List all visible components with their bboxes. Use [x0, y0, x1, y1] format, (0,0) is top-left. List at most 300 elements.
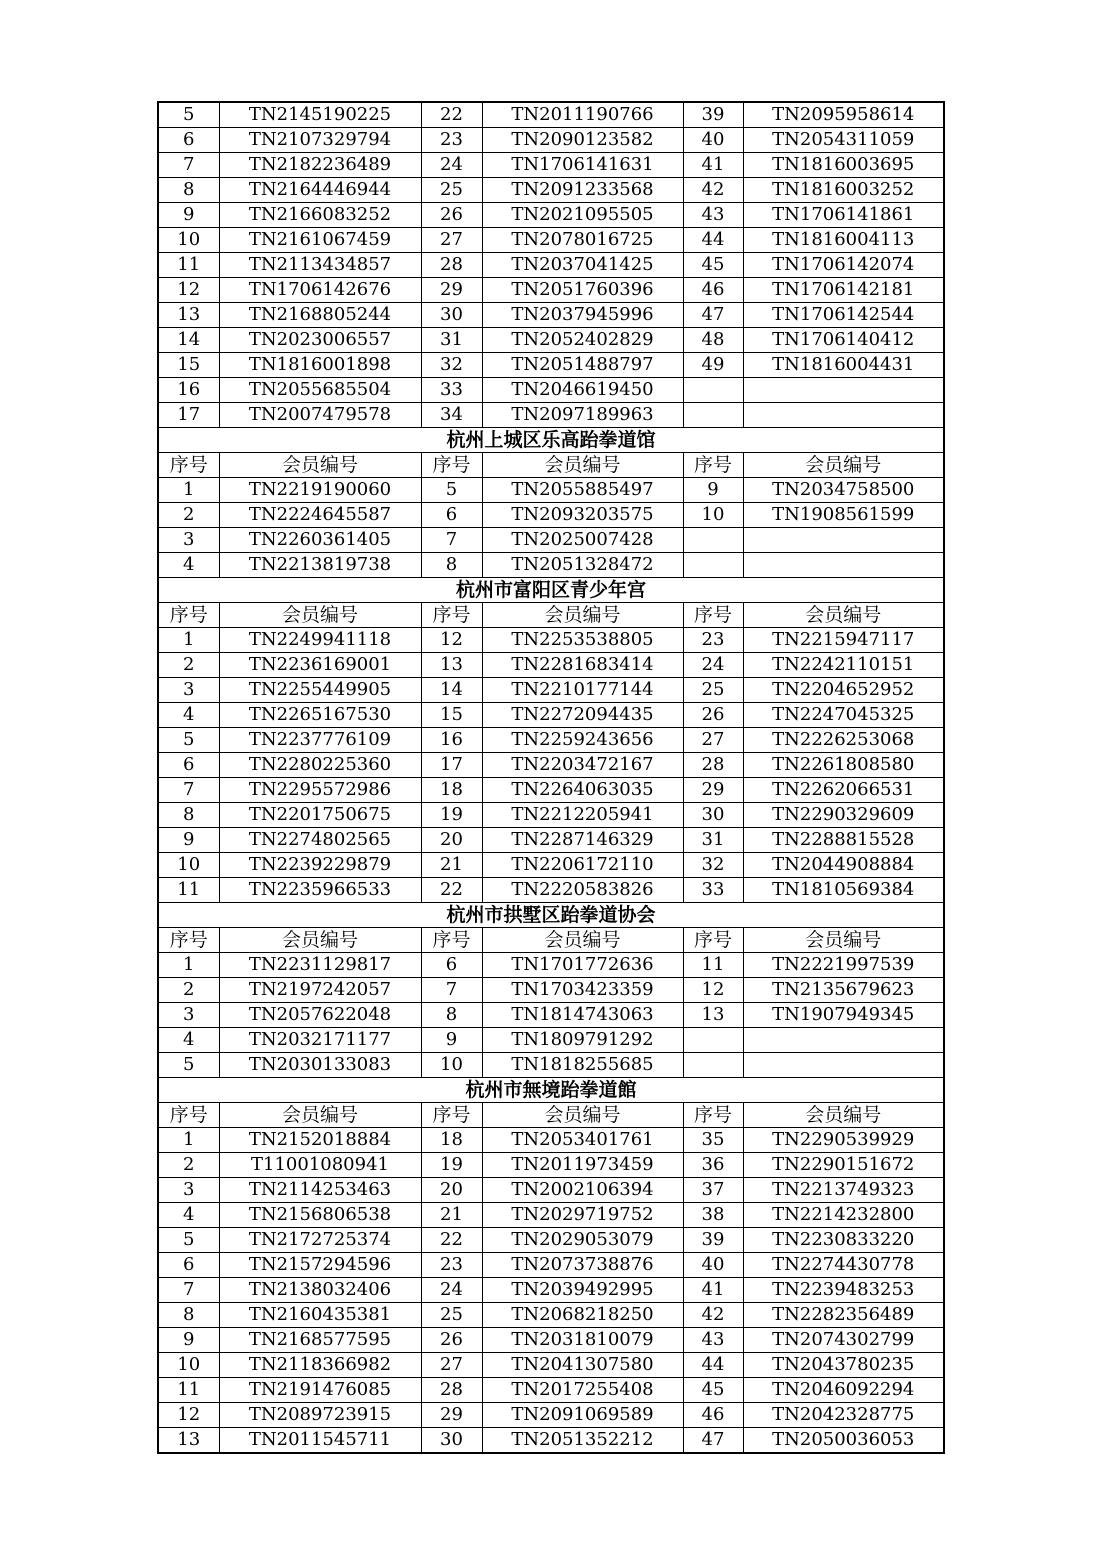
seq-cell: 44 [683, 228, 743, 253]
seq-cell: 7 [158, 778, 219, 803]
member-id-cell: TN2274430778 [743, 1253, 944, 1278]
table-row [158, 553, 944, 578]
seq-cell: 46 [683, 1403, 743, 1428]
seq-cell: 8 [421, 553, 482, 578]
member-id-cell: TN2261808580 [743, 753, 944, 778]
member-id-cell: TN2259243656 [482, 728, 683, 753]
member-id-cell: TN2295572986 [219, 778, 421, 803]
member-id-cell: TN2249941118 [219, 628, 421, 653]
seq-cell: 47 [683, 1428, 743, 1454]
seq-cell: 40 [683, 1253, 743, 1278]
member-id-cell: TN2274802565 [219, 828, 421, 853]
member-id-cell: TN1816004431 [743, 353, 944, 378]
member-id-cell: TN2068218250 [482, 1303, 683, 1328]
member-id-header: 会员编号 [482, 453, 683, 478]
member-id-cell: TN2044908884 [743, 853, 944, 878]
table-row [158, 1003, 944, 1028]
table-row [158, 228, 944, 253]
member-id-cell: TN2235966533 [219, 878, 421, 903]
table-row [158, 703, 944, 728]
member-id-cell: TN2191476085 [219, 1378, 421, 1403]
seq-cell: 15 [158, 353, 219, 378]
member-id-cell: TN2253538805 [482, 628, 683, 653]
member-id-cell: TN2078016725 [482, 228, 683, 253]
member-id-cell: TN2031810079 [482, 1328, 683, 1353]
seq-cell: 42 [683, 178, 743, 203]
table-row [158, 378, 944, 403]
seq-cell: 47 [683, 303, 743, 328]
seq-cell: 4 [158, 553, 219, 578]
seq-header: 序号 [158, 603, 219, 628]
member-id-cell: TN2219190060 [219, 478, 421, 503]
member-id-cell: TN1701772636 [482, 953, 683, 978]
seq-cell: 11 [158, 1378, 219, 1403]
member-id-cell: TN2290329609 [743, 803, 944, 828]
member-id-cell: TN2166083252 [219, 203, 421, 228]
seq-cell: 6 [421, 953, 482, 978]
seq-cell: 10 [421, 1053, 482, 1078]
seq-cell: 31 [421, 328, 482, 353]
member-id-header: 会员编号 [743, 1103, 944, 1128]
seq-cell: 31 [683, 828, 743, 853]
seq-cell: 13 [158, 1428, 219, 1454]
member-id-cell: TN2156806538 [219, 1203, 421, 1228]
member-id-cell: TN2017255408 [482, 1378, 683, 1403]
seq-cell [683, 1028, 743, 1053]
member-id-cell: TN2260361405 [219, 528, 421, 553]
seq-cell: 39 [683, 1228, 743, 1253]
table-row [158, 1303, 944, 1328]
seq-cell: 22 [421, 102, 482, 128]
table-row [158, 878, 944, 903]
member-id-cell: TN2023006557 [219, 328, 421, 353]
member-id-cell: TN1816001898 [219, 353, 421, 378]
member-id-cell: TN2057622048 [219, 1003, 421, 1028]
seq-cell: 1 [158, 953, 219, 978]
member-id-cell: TN2093203575 [482, 503, 683, 528]
seq-cell: 45 [683, 1378, 743, 1403]
member-id-cell: TN2074302799 [743, 1328, 944, 1353]
member-id-cell: TN2034758500 [743, 478, 944, 503]
seq-cell: 27 [421, 1353, 482, 1378]
seq-cell: 32 [421, 353, 482, 378]
seq-cell: 42 [683, 1303, 743, 1328]
table-row [158, 1328, 944, 1353]
table-row [158, 1203, 944, 1228]
member-id-cell [743, 1028, 944, 1053]
member-id-cell: TN2055885497 [482, 478, 683, 503]
table-row [158, 1403, 944, 1428]
seq-cell: 9 [158, 203, 219, 228]
member-id-cell: TN2281683414 [482, 653, 683, 678]
seq-cell: 36 [683, 1153, 743, 1178]
seq-cell: 30 [421, 303, 482, 328]
seq-cell: 16 [421, 728, 482, 753]
table-row [158, 1053, 944, 1078]
table-row [158, 978, 944, 1003]
member-id-cell: TN2037041425 [482, 253, 683, 278]
member-id-cell: TN2215947117 [743, 628, 944, 653]
member-id-cell: TN2042328775 [743, 1403, 944, 1428]
seq-cell: 5 [158, 1228, 219, 1253]
seq-cell: 21 [421, 853, 482, 878]
seq-cell: 46 [683, 278, 743, 303]
seq-cell: 35 [683, 1128, 743, 1153]
seq-cell [683, 528, 743, 553]
section-title: 杭州市富阳区青少年宫 [158, 578, 944, 603]
section-title-row [158, 1078, 944, 1103]
seq-cell: 2 [158, 978, 219, 1003]
member-id-header: 会员编号 [482, 928, 683, 953]
seq-cell: 18 [421, 778, 482, 803]
member-id-cell: TN2011545711 [219, 1428, 421, 1454]
seq-cell: 7 [421, 978, 482, 1003]
table-row [158, 1353, 944, 1378]
member-id-cell: TN2220583826 [482, 878, 683, 903]
seq-cell: 4 [158, 1028, 219, 1053]
seq-cell: 30 [421, 1428, 482, 1454]
table-row [158, 1153, 944, 1178]
member-id-header: 会员编号 [219, 453, 421, 478]
member-id-cell: TN2053401761 [482, 1128, 683, 1153]
seq-cell: 4 [158, 703, 219, 728]
member-id-cell: TN1907949345 [743, 1003, 944, 1028]
column-header-row [158, 603, 944, 628]
member-id-cell: TN1810569384 [743, 878, 944, 903]
table-row [158, 478, 944, 503]
seq-cell: 5 [158, 1053, 219, 1078]
table-row [158, 653, 944, 678]
member-id-cell: TN2007479578 [219, 403, 421, 428]
member-id-cell: TN2046092294 [743, 1378, 944, 1403]
member-id-cell: TN1706140412 [743, 328, 944, 353]
member-id-cell: TN2039492995 [482, 1278, 683, 1303]
seq-cell: 24 [683, 653, 743, 678]
table-row [158, 1428, 944, 1454]
member-id-cell: TN2052402829 [482, 328, 683, 353]
seq-cell: 26 [683, 703, 743, 728]
member-id-header: 会员编号 [219, 928, 421, 953]
seq-cell: 6 [158, 128, 219, 153]
member-id-cell: TN1809791292 [482, 1028, 683, 1053]
member-id-header: 会员编号 [219, 1103, 421, 1128]
seq-cell: 15 [421, 703, 482, 728]
seq-cell: 12 [683, 978, 743, 1003]
member-id-cell: TN2239229879 [219, 853, 421, 878]
seq-cell: 38 [683, 1203, 743, 1228]
seq-cell: 32 [683, 853, 743, 878]
seq-cell: 23 [421, 128, 482, 153]
seq-cell: 16 [158, 378, 219, 403]
seq-header: 序号 [683, 1103, 743, 1128]
seq-header: 序号 [683, 928, 743, 953]
seq-cell: 41 [683, 1278, 743, 1303]
seq-cell: 7 [158, 1278, 219, 1303]
member-id-cell: TN2029053079 [482, 1228, 683, 1253]
member-id-cell: TN2237776109 [219, 728, 421, 753]
seq-cell: 29 [421, 1403, 482, 1428]
member-id-header: 会员编号 [482, 1103, 683, 1128]
member-id-cell: TN2138032406 [219, 1278, 421, 1303]
seq-cell [683, 553, 743, 578]
member-id-cell: TN2021095505 [482, 203, 683, 228]
seq-cell: 7 [421, 528, 482, 553]
seq-cell: 13 [683, 1003, 743, 1028]
member-id-cell: TN2230833220 [743, 1228, 944, 1253]
seq-cell: 48 [683, 328, 743, 353]
member-id-cell: TN2236169001 [219, 653, 421, 678]
member-id-cell: TN2002106394 [482, 1178, 683, 1203]
seq-cell: 17 [421, 753, 482, 778]
table-row [158, 403, 944, 428]
seq-cell: 6 [158, 753, 219, 778]
member-id-cell: TN2206172110 [482, 853, 683, 878]
table-row [158, 728, 944, 753]
member-id-cell: TN2290151672 [743, 1153, 944, 1178]
member-id-cell: TN2097189963 [482, 403, 683, 428]
member-id-cell: TN2280225360 [219, 753, 421, 778]
member-id-cell: TN2221997539 [743, 953, 944, 978]
seq-cell: 41 [683, 153, 743, 178]
seq-cell: 2 [158, 1153, 219, 1178]
seq-cell: 26 [421, 1328, 482, 1353]
member-id-cell: TN2290539929 [743, 1128, 944, 1153]
seq-header: 序号 [683, 453, 743, 478]
member-id-header: 会员编号 [743, 603, 944, 628]
table-row [158, 178, 944, 203]
table-row [158, 503, 944, 528]
member-id-cell: TN1816004113 [743, 228, 944, 253]
member-id-cell: TN2213749323 [743, 1178, 944, 1203]
seq-cell: 29 [421, 278, 482, 303]
seq-cell: 24 [421, 153, 482, 178]
member-id-cell: TN2054311059 [743, 128, 944, 153]
seq-cell: 25 [421, 1303, 482, 1328]
seq-cell: 19 [421, 1153, 482, 1178]
member-id-cell: TN2152018884 [219, 1128, 421, 1153]
member-id-cell: TN2287146329 [482, 828, 683, 853]
member-id-cell: TN2168805244 [219, 303, 421, 328]
seq-cell: 12 [158, 278, 219, 303]
member-id-cell: TN2107329794 [219, 128, 421, 153]
seq-cell: 7 [158, 153, 219, 178]
member-id-cell: TN2282356489 [743, 1303, 944, 1328]
seq-cell: 43 [683, 1328, 743, 1353]
seq-cell: 11 [683, 953, 743, 978]
member-id-cell: TN2161067459 [219, 228, 421, 253]
member-id-cell: TN2212205941 [482, 803, 683, 828]
seq-cell [683, 1053, 743, 1078]
seq-cell: 9 [421, 1028, 482, 1053]
table-row [158, 1253, 944, 1278]
seq-cell: 8 [158, 803, 219, 828]
seq-cell: 22 [421, 1228, 482, 1253]
seq-cell: 10 [158, 1353, 219, 1378]
member-id-cell: TN2213819738 [219, 553, 421, 578]
table-row [158, 628, 944, 653]
seq-header: 序号 [421, 1103, 482, 1128]
member-id-cell: TN2197242057 [219, 978, 421, 1003]
seq-cell: 9 [683, 478, 743, 503]
table-row [158, 128, 944, 153]
member-id-cell: TN2157294596 [219, 1253, 421, 1278]
seq-cell: 1 [158, 1128, 219, 1153]
seq-cell: 6 [158, 1253, 219, 1278]
seq-cell: 24 [421, 1278, 482, 1303]
seq-cell: 8 [158, 178, 219, 203]
member-id-cell: TN2172725374 [219, 1228, 421, 1253]
member-id-cell: TN1706142074 [743, 253, 944, 278]
member-id-cell: TN2224645587 [219, 503, 421, 528]
member-id-cell [743, 378, 944, 403]
seq-cell: 23 [683, 628, 743, 653]
roster-page [157, 101, 943, 1454]
table-row [158, 303, 944, 328]
member-id-cell: TN2051352212 [482, 1428, 683, 1454]
member-id-cell: TN2095958614 [743, 102, 944, 128]
seq-header: 序号 [158, 453, 219, 478]
column-header-row [158, 928, 944, 953]
member-id-cell: TN1706142676 [219, 278, 421, 303]
member-id-cell: TN1703423359 [482, 978, 683, 1003]
table-row [158, 678, 944, 703]
seq-cell: 43 [683, 203, 743, 228]
seq-cell: 3 [158, 678, 219, 703]
member-id-cell: TN2032171177 [219, 1028, 421, 1053]
member-id-cell: TN2288815528 [743, 828, 944, 853]
table-row [158, 153, 944, 178]
member-id-cell: TN2164446944 [219, 178, 421, 203]
seq-cell: 25 [683, 678, 743, 703]
member-id-cell: TN2231129817 [219, 953, 421, 978]
member-id-cell: TN1706142181 [743, 278, 944, 303]
member-id-cell: TN2272094435 [482, 703, 683, 728]
member-id-cell: TN1816003252 [743, 178, 944, 203]
seq-header: 序号 [421, 453, 482, 478]
table-row [158, 778, 944, 803]
member-id-cell: TN2168577595 [219, 1328, 421, 1353]
seq-cell [683, 378, 743, 403]
section-title: 杭州上城区乐高跆拳道馆 [158, 428, 944, 453]
member-id-cell: TN1816003695 [743, 153, 944, 178]
seq-cell: 33 [683, 878, 743, 903]
member-id-cell: TN1706142544 [743, 303, 944, 328]
seq-header: 序号 [683, 603, 743, 628]
member-id-cell: TN1818255685 [482, 1053, 683, 1078]
seq-cell: 23 [421, 1253, 482, 1278]
member-id-cell: TN2113434857 [219, 253, 421, 278]
table-row [158, 1278, 944, 1303]
member-id-cell: TN2090123582 [482, 128, 683, 153]
member-id-cell: TN2255449905 [219, 678, 421, 703]
member-id-cell: TN2214232800 [743, 1203, 944, 1228]
seq-cell: 2 [158, 503, 219, 528]
seq-cell: 17 [158, 403, 219, 428]
member-id-cell [743, 403, 944, 428]
table-row [158, 1128, 944, 1153]
member-id-cell: TN2041307580 [482, 1353, 683, 1378]
table-row [158, 328, 944, 353]
seq-cell: 9 [158, 1328, 219, 1353]
member-id-cell: TN2030133083 [219, 1053, 421, 1078]
member-id-cell [743, 1053, 944, 1078]
seq-cell: 18 [421, 1128, 482, 1153]
member-id-header: 会员编号 [743, 928, 944, 953]
seq-cell: 9 [158, 828, 219, 853]
member-id-cell: TN2089723915 [219, 1403, 421, 1428]
section-title-row [158, 903, 944, 928]
seq-cell: 34 [421, 403, 482, 428]
section-title: 杭州市拱墅区跆拳道协会 [158, 903, 944, 928]
seq-cell: 28 [421, 1378, 482, 1403]
seq-cell: 10 [158, 228, 219, 253]
member-id-cell: TN2262066531 [743, 778, 944, 803]
member-id-cell: TN2210177144 [482, 678, 683, 703]
seq-cell: 6 [421, 503, 482, 528]
seq-cell: 30 [683, 803, 743, 828]
member-id-cell: T11001080941 [219, 1153, 421, 1178]
member-id-cell: TN2182236489 [219, 153, 421, 178]
seq-cell: 5 [421, 478, 482, 503]
member-id-cell: TN2043780235 [743, 1353, 944, 1378]
seq-cell: 13 [158, 303, 219, 328]
roster-body [158, 102, 944, 1453]
section-title: 杭州市無境跆拳道館 [158, 1078, 944, 1103]
seq-cell: 45 [683, 253, 743, 278]
seq-cell: 20 [421, 1178, 482, 1203]
member-id-cell: TN2160435381 [219, 1303, 421, 1328]
member-id-cell: TN2265167530 [219, 703, 421, 728]
table-row [158, 253, 944, 278]
member-id-cell: TN2051328472 [482, 553, 683, 578]
table-row [158, 1228, 944, 1253]
seq-cell: 21 [421, 1203, 482, 1228]
member-roster-table [157, 101, 945, 1454]
seq-cell: 1 [158, 478, 219, 503]
seq-cell: 4 [158, 1203, 219, 1228]
table-row [158, 102, 944, 128]
member-id-cell: TN2091233568 [482, 178, 683, 203]
seq-cell: 33 [421, 378, 482, 403]
member-id-cell: TN2025007428 [482, 528, 683, 553]
member-id-cell: TN2011190766 [482, 102, 683, 128]
member-id-cell: TN2242110151 [743, 653, 944, 678]
seq-cell: 20 [421, 828, 482, 853]
member-id-cell: TN2091069589 [482, 1403, 683, 1428]
member-id-cell: TN2055685504 [219, 378, 421, 403]
member-id-cell [743, 553, 944, 578]
seq-cell: 14 [421, 678, 482, 703]
member-id-cell: TN2073738876 [482, 1253, 683, 1278]
seq-header: 序号 [421, 603, 482, 628]
member-id-cell: TN2051488797 [482, 353, 683, 378]
table-row [158, 1178, 944, 1203]
seq-cell: 13 [421, 653, 482, 678]
seq-cell: 25 [421, 178, 482, 203]
seq-header: 序号 [158, 928, 219, 953]
member-id-cell: TN1908561599 [743, 503, 944, 528]
seq-cell: 12 [158, 1403, 219, 1428]
table-row [158, 828, 944, 853]
member-id-cell: TN1814743063 [482, 1003, 683, 1028]
member-id-header: 会员编号 [743, 453, 944, 478]
seq-cell: 39 [683, 102, 743, 128]
member-id-cell: TN2203472167 [482, 753, 683, 778]
seq-cell [683, 403, 743, 428]
column-header-row [158, 453, 944, 478]
seq-cell: 49 [683, 353, 743, 378]
member-id-cell: TN2145190225 [219, 102, 421, 128]
